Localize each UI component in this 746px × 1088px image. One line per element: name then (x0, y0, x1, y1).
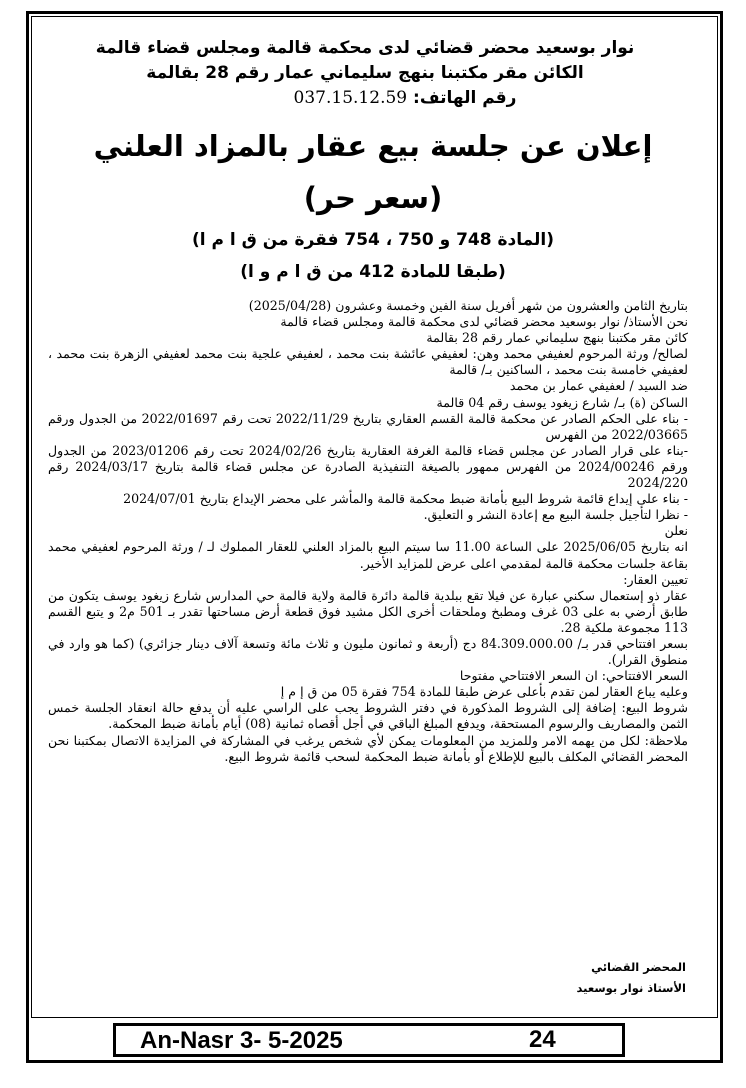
body-note: ملاحظة: لكل من يهمه الامر وللمزيد من المعلومات يمكن لأي شخص يرغب في المشاركة في المزايدة الاتصال بمكتبنا نحن المحضر القضائي المكلف بالبيع للإطلاع أو بأمانة ضبط المحكمة لسحب قائمة شروط البيع. (48, 732, 688, 764)
body-postponement: - نظرا لتأجيل جلسة البيع مع إعادة النشر و التعليق. (423, 507, 688, 523)
body-highest-bid: وعليه يباع العقار لمن تقدم بأعلى عرض طبقا للمادة 754 فقرة 05 من ق إ م إ (280, 684, 688, 700)
body-plaintiffs: لصالح/ ورثة المرحوم لعفيفي محمد وهن: لعفيفي عائشة بنت محمد ، لعفيفي علجية بنت محمد لعفيفي الزهرة بنت محمد ، لعفيفي خامسة بنت محمد ، الساكنين بـ/ قالمة (48, 346, 688, 378)
page-number: 24 (529, 1026, 556, 1053)
body-defendant: ضد السيد / لعفيفي عمار بن محمد (509, 378, 688, 394)
body-defendant-address: الساكن (ة) بـ/ شارع زيغود يوسف رقم 04 قالمة (436, 394, 688, 410)
body-bailiff: نحن الأستاذ/ نوار بوسعيد محضر قضائي لدى محكمة قالمة ومجلس قضاء قالمة (280, 314, 688, 330)
body-sale-date: انه بتاريخ 2025/06/05 على الساعة 11.00 سا سيتم البيع بالمزاد العلني للعقار المملوك لـ / ورثة المرحوم لعفيفي محمد بقاعة جلسات محكمة قالمة لمقدمي اعلى عرض للمزايد الأخير. (48, 539, 688, 571)
body-price-open: السعر الافتتاحي: ان السعر الافتتاحي مفتوحا (459, 668, 688, 684)
body-decision: -بناء على قرار الصادر عن مجلس قضاء قالمة الغرفة العقارية بتاريخ 2024/02/26 تحت رقم 2023/01206 من الجدول ورقم 2024/00246 من الفهرس ممهور بالصيغة التنفيذية الصادرة عن مجلس قضاء قالمة بتاريخ 2024/03/17 رقم 2024/220 (48, 442, 688, 491)
body-judgment: - بناء على الحكم الصادر عن محكمة قالمة القسم العقاري بتاريخ 2022/11/29 تحت رقم 2022/01697 من الجدول ورقم 2022/03665 من الفهرس (48, 410, 688, 442)
header-line-1: نوار بوسعيد محضر قضائي لدى محكمة قالمة ومجلس قضاء قالمة (95, 38, 635, 58)
signature-block (577, 957, 687, 999)
phone-label: رقم الهاتف: (413, 88, 517, 108)
body-date: بتاريخ الثامن والعشرون من شهر أفريل سنة الفين وخمسة وعشرون (2025/04/28) (248, 298, 688, 313)
body-office: كائن مقر مكتبنا بنهج سليماني عمار رقم 28 بقالمة (426, 330, 688, 346)
body-deposit: - بناء على إيداع قائمة شروط البيع بأمانة ضبط محكمة قالمة والمأشر على محضر الإيداع بتاريخ 2024/07/01 (123, 491, 688, 507)
signature-name: الأستاذ نوار بوسعيد (576, 981, 686, 995)
phone-number: 037.15.12.59 (293, 88, 408, 108)
header-line-2: الكائن مقر مكتبنا بنهج سليماني عمار رقم 28 بقالمة (146, 63, 584, 83)
legal-articles-line-2: (طبقا للمادة 412 من ق ا م و ا) (240, 262, 506, 282)
body-sale-conditions: شروط البيع: إضافة إلى الشروط المذكورة في دفتر الشروط يجب على الراسي عليه أن يدفع حالة انعقاد الجلسة خمس الثمن والمصاريف والرسوم المستحقة، ويدفع المبلغ الباقي في أجل أقصاه ثمانية (08) أيام بأمانة ضبط المحكمة. (48, 700, 688, 732)
notice-header (40, 36, 690, 110)
body-property-description: عقار ذو إستعمال سكني عبارة عن فيلا تقع ببلدية قالمة دائرة قالمة ولاية قالمة حي المدارس شارع زيغود يوسف يتكون من طابق أرضي به على 03 غرف ومطبخ وملحقات أخرى الكل مشيد فوق قطعة أرض مساحتها تقدر بـ 501 م2 و يتبع القسم 113 مجموعة ملكية 28. (48, 587, 688, 635)
publication-date: An-Nasr 3- 5-2025 (140, 1027, 343, 1054)
notice-subtitle: (سعر حر) (303, 181, 443, 215)
body-announce: نعلن (664, 523, 688, 539)
body-property-heading: تعيين العقار: (623, 571, 688, 587)
header-phone (40, 86, 690, 110)
body-opening-price: بسعر افتتاحي قدر بـ/ 84.309.000.00 دج (أربعة و ثمانون مليون و ثلاث مائة وتسعة آلاف دينار جزائري) (كما هو وارد في منطوق القرار). (48, 635, 689, 668)
notice-title: إعلان عن جلسة بيع عقار بالمزاد العلني (93, 129, 653, 163)
notice-body (48, 298, 688, 765)
page-footer (113, 1023, 625, 1057)
legal-articles-line-1: (المادة 748 و 750 ، 754 فقرة من ق ا م ا) (191, 230, 555, 250)
signature-role: المحضر القضائي (591, 960, 686, 974)
